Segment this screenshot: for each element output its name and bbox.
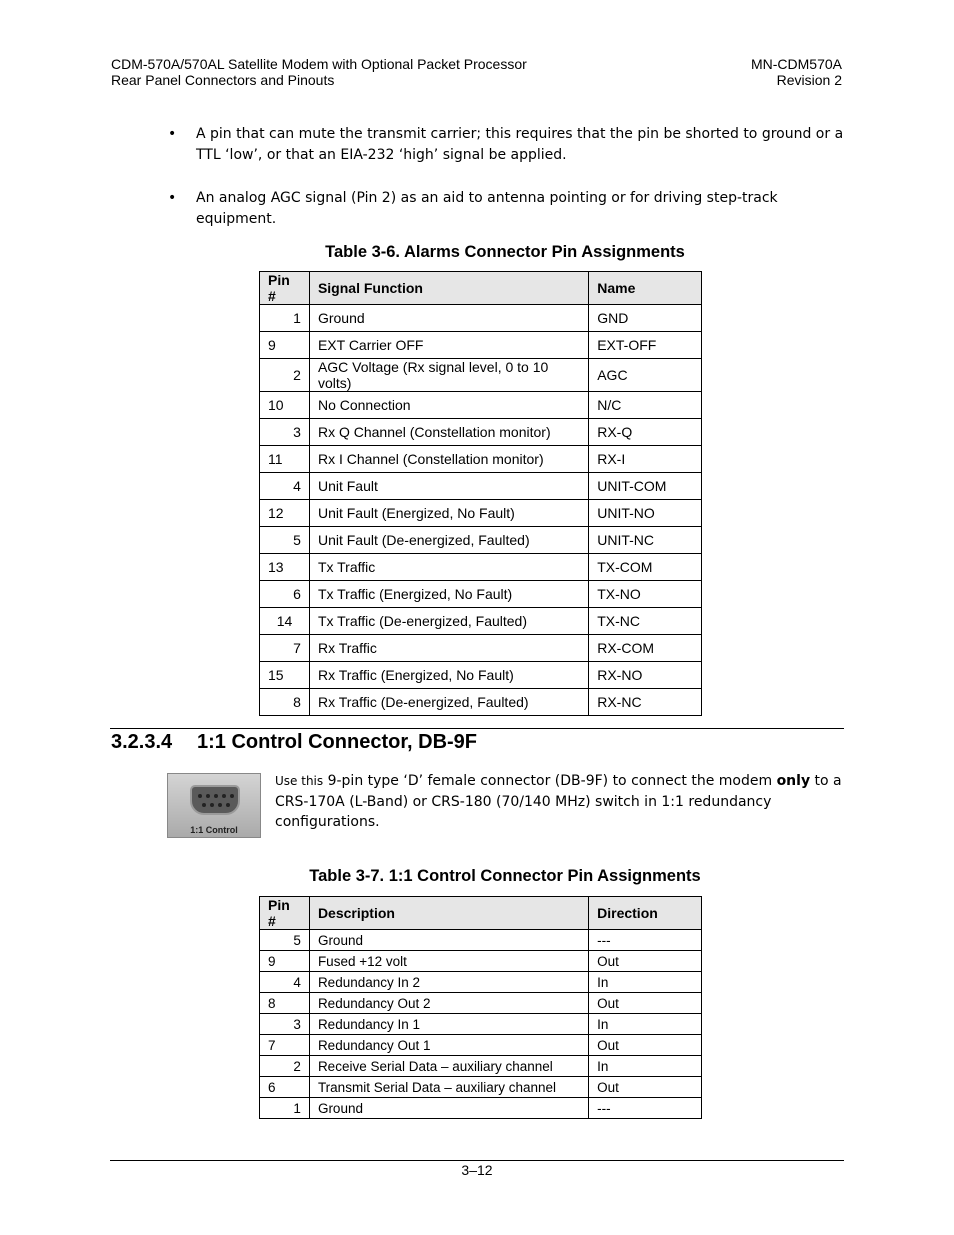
value-cell: Out	[589, 951, 702, 972]
value-cell: Out	[589, 1035, 702, 1056]
page-number: 3–12	[461, 1162, 493, 1178]
description-cell: No Connection	[309, 392, 588, 419]
description-cell: Unit Fault (De-energized, Faulted)	[309, 527, 588, 554]
manual-number: MN-CDM570A	[750, 56, 842, 72]
column-header: Signal Function	[309, 272, 588, 305]
pin-cell: 6	[260, 581, 310, 608]
control-pin-table	[259, 896, 702, 1119]
description-cell: Transmit Serial Data – auxiliary channel	[309, 1077, 588, 1098]
value-cell: AGC	[589, 359, 702, 392]
footer-divider	[110, 1160, 844, 1161]
value-cell: ---	[589, 1098, 702, 1119]
description-cell: Rx Traffic (Energized, No Fault)	[309, 662, 588, 689]
description-cell: Ground	[309, 1098, 588, 1119]
value-cell: In	[589, 1056, 702, 1077]
table-row	[260, 993, 702, 1014]
document-header-left	[111, 56, 527, 88]
table-row	[260, 1098, 702, 1119]
connector-photo	[167, 773, 261, 838]
table-caption: Table 3-6. Alarms Connector Pin Assignments	[325, 243, 685, 261]
paragraph-text: Use this	[275, 774, 324, 788]
value-cell: GND	[589, 305, 702, 332]
value-cell: Out	[589, 993, 702, 1014]
value-cell: UNIT-COM	[589, 473, 702, 500]
table-row	[260, 419, 702, 446]
photo-label: 1:1 Control	[190, 825, 238, 835]
description-cell: Redundancy In 2	[309, 972, 588, 993]
value-cell: TX-COM	[589, 554, 702, 581]
column-header: Name	[589, 272, 702, 305]
table-row	[260, 689, 702, 716]
description-cell: Fused +12 volt	[309, 951, 588, 972]
paragraph-text: 9-pin type ‘D’ female connector (DB-9F) to connect the modem	[323, 773, 777, 789]
pin-cell: 5	[260, 527, 310, 554]
bullet-list	[168, 124, 848, 252]
pin-cell: 8	[260, 689, 310, 716]
value-cell: RX-COM	[589, 635, 702, 662]
value-cell: Out	[589, 1077, 702, 1098]
table-row	[260, 951, 702, 972]
description-cell: Tx Traffic (Energized, No Fault)	[309, 581, 588, 608]
pin-cell: 7	[260, 635, 310, 662]
value-cell: EXT-OFF	[589, 332, 702, 359]
pin-cell: 4	[260, 972, 310, 993]
section-number: 3.2.3.4	[111, 731, 173, 753]
pin-cell: 1	[260, 305, 310, 332]
value-cell: UNIT-NO	[589, 500, 702, 527]
document-header-right	[751, 56, 842, 88]
alarms-pin-table	[259, 271, 702, 716]
value-cell: In	[589, 972, 702, 993]
revision: Revision 2	[776, 72, 842, 88]
description-cell: Redundancy Out 1	[309, 1035, 588, 1056]
description-cell: EXT Carrier OFF	[309, 332, 588, 359]
value-cell: TX-NC	[589, 608, 702, 635]
description-cell: AGC Voltage (Rx signal level, 0 to 10 volts)	[309, 359, 588, 392]
table-row	[260, 359, 702, 392]
pin-cell: 3	[260, 1014, 310, 1035]
pin-cell: 3	[260, 419, 310, 446]
value-cell: RX-NC	[589, 689, 702, 716]
description-cell: Ground	[309, 305, 588, 332]
table-header-row	[260, 897, 702, 930]
bullet-item	[168, 124, 848, 166]
table-row	[260, 446, 702, 473]
section-divider	[110, 728, 844, 729]
pin-cell: 2	[260, 359, 310, 392]
table-row	[260, 635, 702, 662]
table-row	[260, 581, 702, 608]
section-title: 1:1 Control Connector, DB-9F	[197, 731, 478, 753]
pin-cell: 11	[260, 446, 310, 473]
table-row	[260, 305, 702, 332]
pin-cell: 12	[260, 500, 310, 527]
bullet-dot-icon: •	[168, 190, 177, 206]
table-row	[260, 1056, 702, 1077]
pin-cell: 2	[260, 1056, 310, 1077]
description-cell: Redundancy In 1	[309, 1014, 588, 1035]
value-cell: RX-NO	[589, 662, 702, 689]
chapter-title: Rear Panel Connectors and Pinouts	[111, 72, 335, 88]
description-cell: Tx Traffic (De-energized, Faulted)	[309, 608, 588, 635]
pin-cell: 10	[260, 392, 310, 419]
pin-cell: 4	[260, 473, 310, 500]
bullet-item	[168, 188, 848, 230]
paragraph-text: to a CRS-170A (L-Band) or CRS-180 (70/140 MHz) switch in 1:1 redundancy configurations.	[275, 773, 842, 830]
pin-cell: 15	[260, 662, 310, 689]
pin-cell: 13	[260, 554, 310, 581]
description-cell: Receive Serial Data – auxiliary channel	[309, 1056, 588, 1077]
pin-cell: 8	[260, 993, 310, 1014]
description-cell: Rx Traffic (De-energized, Faulted)	[309, 689, 588, 716]
value-cell: N/C	[589, 392, 702, 419]
table-caption: Table 3-7. 1:1 Control Connector Pin Assignments	[309, 867, 701, 885]
bullet-text: An analog AGC signal (Pin 2) as an aid to antenna pointing or for driving step-track equipment.	[196, 190, 778, 227]
paragraph-emphasis: only	[776, 773, 811, 789]
value-cell: UNIT-NC	[589, 527, 702, 554]
column-header: Description	[309, 897, 588, 930]
bullet-text: A pin that can mute the transmit carrier; this requires that the pin be shorted to ground or a TTL ‘low’, or that an EIA-232 ‘high’ signal be applied.	[196, 126, 844, 163]
table-header-row	[260, 272, 702, 305]
value-cell: ---	[589, 930, 702, 951]
description-cell: Ground	[309, 930, 588, 951]
pin-cell: 6	[260, 1077, 310, 1098]
table-row	[260, 500, 702, 527]
pin-cell: 5	[260, 930, 310, 951]
table-row	[260, 1014, 702, 1035]
pin-cell: 9	[260, 332, 310, 359]
description-cell: Tx Traffic	[309, 554, 588, 581]
value-cell: TX-NO	[589, 581, 702, 608]
value-cell: RX-I	[589, 446, 702, 473]
table-row	[260, 473, 702, 500]
table-row	[260, 608, 702, 635]
column-header: Direction	[589, 897, 702, 930]
description-cell: Redundancy Out 2	[309, 993, 588, 1014]
value-cell: RX-Q	[589, 419, 702, 446]
pin-cell: 14	[260, 608, 310, 635]
pin-cell: 7	[260, 1035, 310, 1056]
db9-connector-icon	[190, 785, 240, 815]
description-cell: Unit Fault (Energized, No Fault)	[309, 500, 588, 527]
table-row	[260, 392, 702, 419]
table-row	[260, 527, 702, 554]
description-cell: Rx Traffic	[309, 635, 588, 662]
column-header: Pin #	[260, 897, 310, 930]
table-row	[260, 930, 702, 951]
connector-description	[275, 771, 845, 833]
column-header: Pin #	[260, 272, 310, 305]
description-cell: Rx I Channel (Constellation monitor)	[309, 446, 588, 473]
table-row	[260, 554, 702, 581]
section-heading	[111, 731, 477, 754]
table-row	[260, 972, 702, 993]
description-cell: Unit Fault	[309, 473, 588, 500]
bullet-dot-icon: •	[168, 126, 177, 142]
document-title: CDM-570A/570AL Satellite Modem with Optional Packet Processor	[111, 56, 527, 72]
table-row	[260, 1077, 702, 1098]
pin-cell: 1	[260, 1098, 310, 1119]
value-cell: In	[589, 1014, 702, 1035]
description-cell: Rx Q Channel (Constellation monitor)	[309, 419, 588, 446]
table-row	[260, 1035, 702, 1056]
table-row	[260, 662, 702, 689]
table-row	[260, 332, 702, 359]
pin-cell: 9	[260, 951, 310, 972]
